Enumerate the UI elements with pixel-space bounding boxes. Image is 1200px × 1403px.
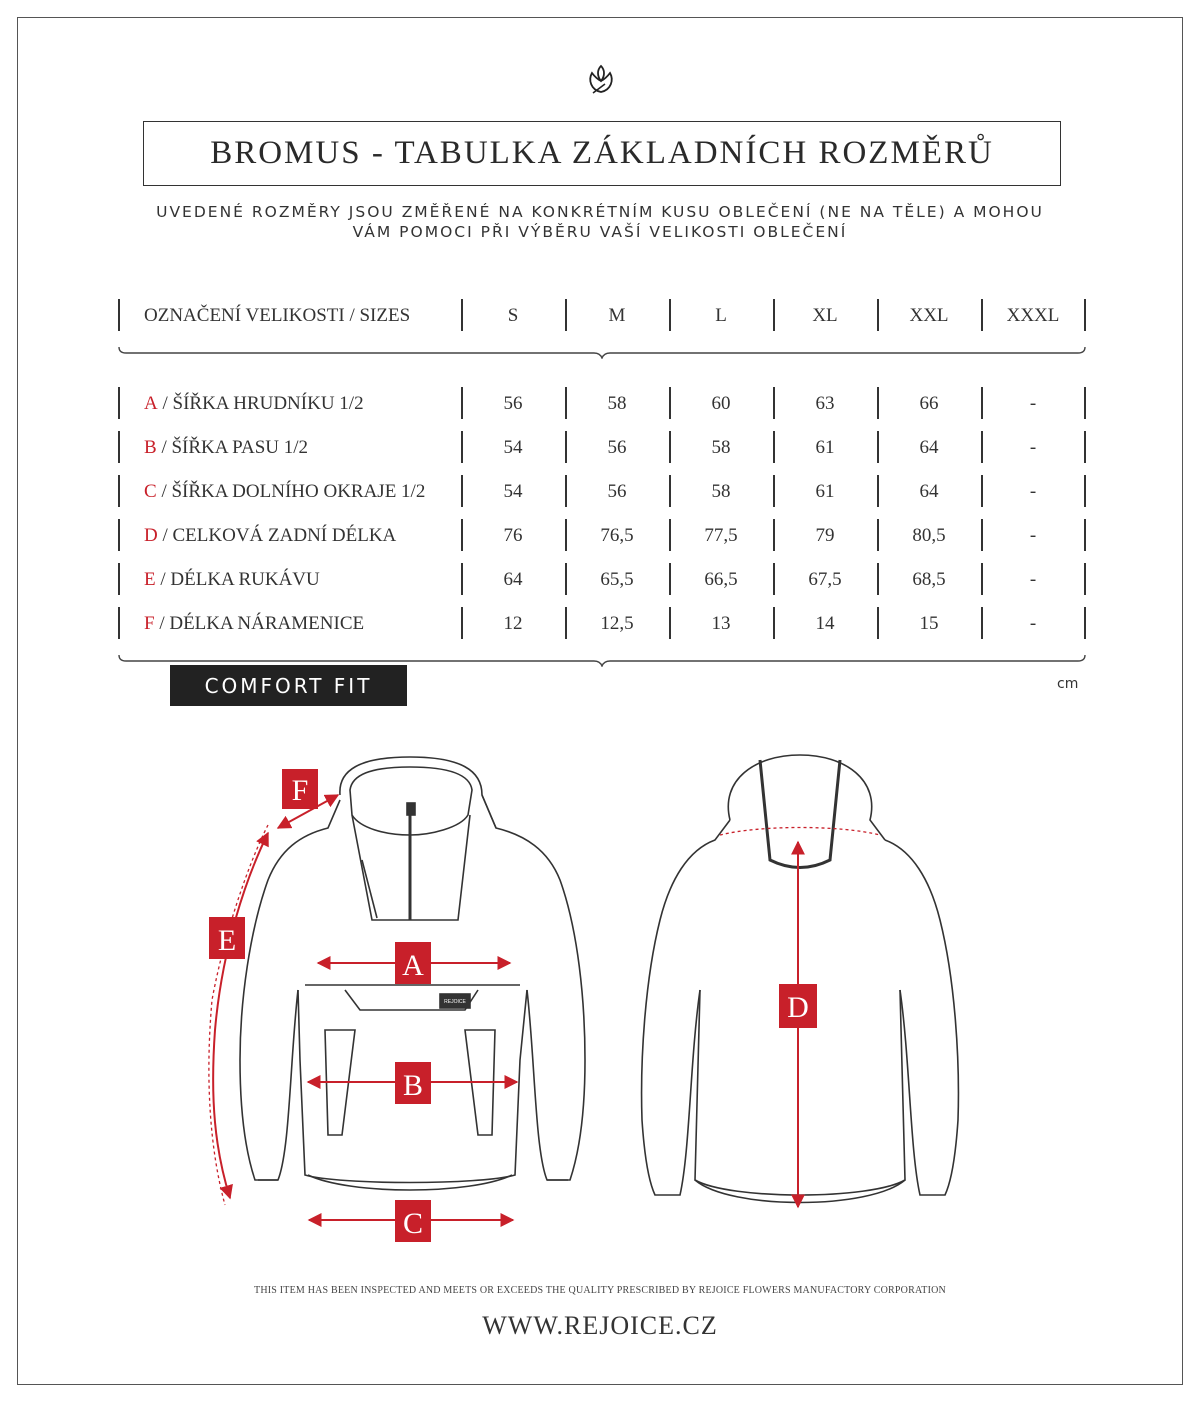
quality-note: THIS ITEM HAS BEEN INSPECTED AND MEETS OR EXCEEDS THE QUALITY PRESCRIBED BY REJOICE FLOWERS MANUFACTORY CORPORATION (254, 1285, 946, 1296)
tag-e (209, 917, 245, 959)
row-letter: B (144, 437, 157, 458)
value-cell: 64 (919, 481, 939, 502)
value-cell: 64 (503, 569, 523, 590)
row-letter: E (144, 569, 156, 590)
value-cell: 63 (815, 393, 835, 414)
tag-d (779, 984, 817, 1028)
value-cell: 54 (503, 437, 523, 458)
tag-f (282, 769, 318, 809)
subtitle-line-2: VÁM POMOCI PŘI VÝBĚRU VAŠÍ VELIKOSTI OBLEČENÍ (352, 223, 848, 241)
value-cell: 58 (711, 481, 731, 502)
value-cell: - (1029, 481, 1037, 502)
value-cell: 77,5 (704, 525, 738, 546)
value-cell: 64 (919, 437, 939, 458)
row-letter: F (144, 613, 155, 634)
value-cell: 80,5 (912, 525, 946, 546)
value-cell: 54 (503, 481, 523, 502)
row-name: / CELKOVÁ ZADNÍ DÉLKA (157, 525, 397, 546)
back-jacket-drawing (642, 755, 959, 1203)
row-label (118, 519, 487, 553)
page-title: BROMUS - TABULKA ZÁKLADNÍCH ROZMĚRŮ (210, 135, 994, 171)
row-name: / DÉLKA RUKÁVU (155, 569, 320, 590)
table-row (118, 607, 1086, 641)
value-cell: - (1029, 437, 1037, 458)
value-cell: 76 (503, 525, 523, 546)
value-cell: 68,5 (912, 569, 946, 590)
tag-b-text: B (402, 1069, 424, 1102)
header-divider (118, 347, 1086, 359)
value-cell: 14 (815, 613, 835, 634)
row-letter: D (144, 525, 158, 546)
row-letter: C (144, 481, 157, 502)
size-s: S (507, 305, 519, 326)
tag-f-text: F (291, 774, 309, 807)
value-cell: - (1029, 525, 1037, 546)
value-cell: 58 (711, 437, 731, 458)
value-cell: 66 (919, 393, 939, 414)
size-xxxl: XXXL (1006, 305, 1060, 326)
value-cell: 61 (815, 437, 835, 458)
row-name: / DÉLKA NÁRAMENICE (154, 613, 365, 634)
tag-a (395, 942, 431, 984)
table-row (118, 519, 1086, 553)
value-cell: 58 (607, 393, 627, 414)
header-label: OZNAČENÍ VELIKOSTI / SIZES (144, 305, 411, 326)
value-cell: 60 (711, 393, 731, 414)
tag-d-text: D (787, 991, 809, 1024)
tag-a-text: A (402, 949, 424, 982)
title-box (143, 121, 1061, 186)
size-xl: XL (812, 305, 838, 326)
value-cell: 12 (503, 613, 523, 634)
value-cell: 12,5 (600, 613, 634, 634)
value-cell: - (1029, 569, 1037, 590)
value-cell: 56 (503, 393, 523, 414)
subtitle-line-1: UVEDENÉ ROZMĚRY JSOU ZMĚŘENÉ NA KONKRÉTNÍM KUSU OBLEČENÍ (NE NA TĚLE) A MOHOU (156, 203, 1044, 221)
size-m: M (608, 305, 626, 326)
value-cell: - (1029, 613, 1037, 634)
row-label (118, 475, 487, 509)
value-cell: 61 (815, 481, 835, 502)
tag-c-text: C (402, 1207, 424, 1240)
value-cell: 56 (607, 481, 627, 502)
tag-e-text: E (217, 924, 237, 957)
tag-c (395, 1200, 431, 1242)
tag-b (395, 1062, 431, 1104)
row-label (118, 431, 487, 465)
website-url: WWW.REJOICE.CZ (482, 1311, 718, 1340)
fit-badge: COMFORT FIT (170, 665, 407, 706)
value-cell: 56 (607, 437, 627, 458)
value-cell: 15 (919, 613, 939, 634)
row-label (118, 563, 487, 597)
value-cell: 65,5 (600, 569, 634, 590)
garment-diagram (195, 740, 995, 1250)
table-row (118, 563, 1086, 597)
value-cell: 76,5 (600, 525, 634, 546)
value-cell: - (1029, 393, 1037, 414)
value-cell: 13 (711, 613, 731, 634)
size-l: L (715, 305, 727, 326)
table-row (118, 475, 1086, 509)
table-header-row (118, 299, 1086, 333)
row-label (118, 387, 487, 421)
unit-label: cm (1057, 676, 1079, 692)
row-letter: A (144, 393, 158, 414)
value-cell: 67,5 (808, 569, 842, 590)
table-row (118, 387, 1086, 421)
size-xxl: XXL (909, 305, 949, 326)
row-name: / ŠÍŘKA HRUDNÍKU 1/2 (157, 393, 364, 414)
row-label (118, 607, 487, 641)
row-name: / ŠÍŘKA DOLNÍHO OKRAJE 1/2 (156, 481, 426, 502)
patch-text: REJOICE (444, 999, 466, 1005)
value-cell: 79 (815, 525, 835, 546)
table-row (118, 431, 1086, 465)
flower-logo-icon (583, 62, 619, 98)
row-name: / ŠÍŘKA PASU 1/2 (156, 437, 309, 458)
value-cell: 66,5 (704, 569, 738, 590)
